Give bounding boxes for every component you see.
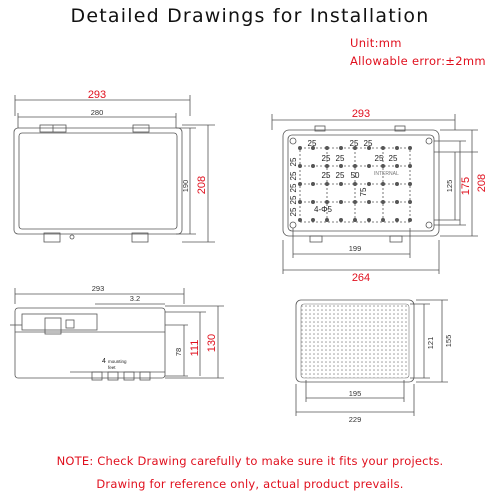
back-hole-spacing-125: 125 — [445, 179, 454, 193]
brand-mark: INTERNAL — [374, 171, 399, 177]
front-height-208: 208 — [196, 175, 208, 195]
plate-width-195: 195 — [348, 389, 362, 398]
side-height-130: 130 — [206, 333, 218, 353]
grid-label: 25 — [335, 154, 345, 163]
front-width-280: 280 — [90, 108, 104, 117]
back-depth-264: 264 — [351, 272, 371, 284]
plate-height-155: 155 — [444, 334, 453, 348]
page-title: Detailed Drawings for Installation — [70, 5, 430, 27]
grid-label: 25 — [321, 154, 331, 163]
side-view — [10, 288, 224, 380]
note-reference-only: Drawing for reference only, actual product prevails. — [96, 477, 404, 491]
front-height-190: 190 — [181, 179, 190, 193]
side-lid-3-2: 3.2 — [129, 294, 141, 303]
back-width-293: 293 — [351, 108, 371, 120]
front-width-293: 293 — [87, 89, 107, 101]
front-view — [14, 95, 215, 242]
plate-height-121: 121 — [426, 336, 435, 350]
unit-label: Unit:mm — [350, 36, 402, 50]
feet-label: mounting — [108, 359, 127, 364]
side-height-78: 78 — [174, 347, 183, 357]
plate-width-229: 229 — [348, 415, 362, 424]
hole-spec-label: 4-Φ5 — [314, 205, 332, 214]
tolerance-label: Allowable error:±2mm — [350, 54, 486, 68]
mounting-plate-view — [296, 300, 448, 416]
back-height-175: 175 — [460, 176, 472, 196]
note-check-drawing: NOTE: Check Drawing carefully to make sure it fits your projects. — [56, 454, 444, 468]
grid-label: 25 — [289, 157, 298, 167]
grid-label: 25 — [289, 207, 298, 217]
grid-label: 25 — [307, 139, 317, 148]
grid-label: 25 — [289, 171, 298, 181]
feet-label: feet — [108, 365, 116, 370]
grid-label: 25 — [289, 183, 298, 193]
grid-label: 50 — [350, 171, 360, 180]
grid-label: 25 — [388, 154, 398, 163]
back-height-208: 208 — [476, 173, 488, 193]
back-hole-spacing-199: 199 — [348, 244, 362, 253]
back-view — [272, 114, 478, 274]
grid-label: 25 — [349, 139, 359, 148]
side-width-293: 293 — [91, 284, 105, 293]
side-height-111: 111 — [189, 339, 201, 357]
grid-label: 25 — [289, 195, 298, 205]
grid-label: 25 — [363, 139, 373, 148]
feet-count: 4 — [102, 358, 106, 365]
grid-label: 25 — [321, 171, 331, 180]
grid-label: 25 — [374, 154, 384, 163]
grid-label: 25 — [335, 171, 345, 180]
grid-label: 75 — [359, 187, 368, 197]
